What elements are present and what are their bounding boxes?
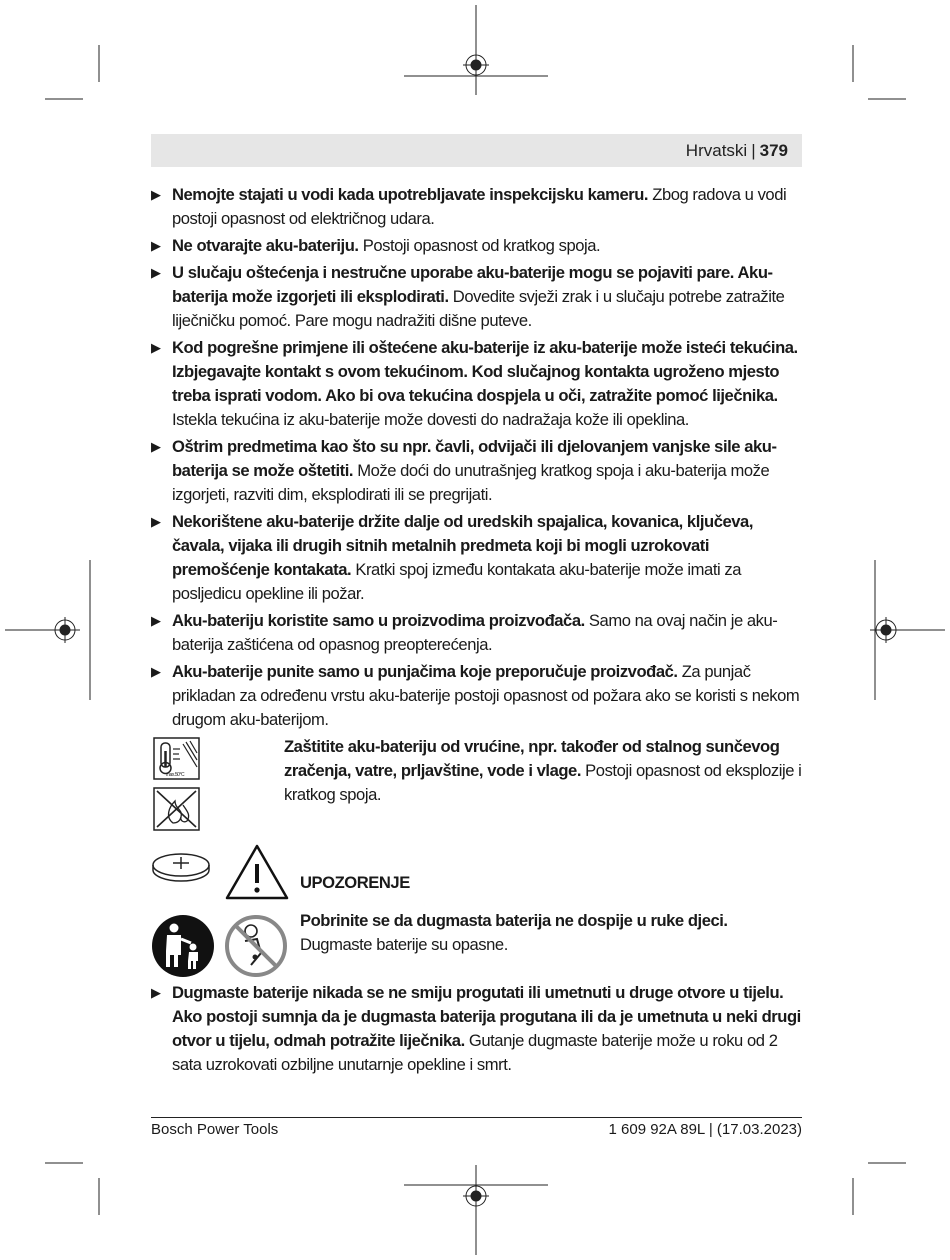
page-content <box>151 183 803 1080</box>
safety-item-bold: Aku-baterije punite samo u punjačima koje preporučuje proizvođač. <box>172 662 678 681</box>
bullet-icon: ▶ <box>151 238 161 253</box>
safety-item <box>151 183 803 231</box>
button-cell-warning-bold: Pobrinite se da dugmasta baterija ne dospije u ruke djeci. <box>300 911 728 930</box>
safety-item <box>151 336 803 432</box>
header-language: Hrvatski <box>685 141 748 160</box>
safety-item-bold: Dugmaste baterije nikada se ne smiju progutati ili umetnuti u druge otvore u tijelu. Ako postoji sumnja da je dugmasta baterija progutana ili da je umetnuta u neki drugi otvor u tijelu, odmah potražite liječnika. <box>172 983 801 1050</box>
safety-item-bold: Nemojte stajati u vodi kada upotrebljavate inspekcijsku kameru. <box>172 185 649 204</box>
header-separator: | <box>751 141 756 160</box>
bullet-icon: ▶ <box>151 265 161 280</box>
thermo-label: max.50°C <box>165 772 185 778</box>
safety-item <box>151 261 803 333</box>
bullet-icon: ▶ <box>151 439 161 454</box>
bullet-icon: ▶ <box>151 514 161 529</box>
bullet-icon: ▶ <box>151 187 161 202</box>
footer-brand: Bosch Power Tools <box>151 1121 279 1138</box>
safety-item-text: Dovedite svježi zrak i u slučaju potrebe zatražite liječničku pomoć. Pare mogu nadražiti dišne puteve. <box>172 287 785 330</box>
safety-item-text: Gutanje dugmaste baterije može u roku od 2 sata uzrokovati ozbiljne unutarnje opekline i smrt. <box>172 1031 778 1074</box>
bullet-icon: ▶ <box>151 340 161 355</box>
footer-document-id: 1 609 92A 89L | (17.03.2023) <box>608 1121 802 1138</box>
safety-item <box>151 981 803 1077</box>
safety-item-bold: Nekorištene aku-baterije držite dalje od uredskih spajalica, kovanica, ključeva, čavala, vijaka ili drugih sitnih metalnih predmeta koji bi mogli uzrokovati premošćenje kontakata. <box>172 512 753 579</box>
safety-item <box>151 510 803 606</box>
safety-item <box>151 609 803 657</box>
header-text <box>686 140 788 161</box>
heat-warning-normal: Postoji opasnost od eksplozije i kratkog spoja. <box>284 761 802 804</box>
safety-item <box>151 435 803 507</box>
heat-warning-bold: Zaštitite aku-bateriju od vrućine, npr. također od stalnog sunčevog zračenja, vatre, prljavštine, vode i vlage. <box>284 737 780 780</box>
safety-item-bold: Ne otvarajte aku-bateriju. <box>172 236 359 255</box>
safety-item-bold: Kod pogrešne primjene ili oštećene aku-baterije iz aku-baterije može isteći tekućina. Izbjegavajte kontakt s ovom tekućinom. Kod slučajnog kontakta ugroženo mjesto treba isprati vodom. Ako bi ova tekućina dospjela u oči, zatražite pomoć liječnika. <box>172 338 798 405</box>
safety-item <box>151 234 803 258</box>
heat-warning-icons <box>153 737 201 840</box>
bullet-icon: ▶ <box>151 613 161 628</box>
safety-item-text: Kratki spoj između kontakata aku-baterije može imati za posljedicu opekline ili požar. <box>172 560 742 603</box>
button-cell-warning-normal: Dugmaste baterije su opasne. <box>300 935 508 954</box>
heat-protection-icon <box>153 737 201 833</box>
bullet-icon: ▶ <box>151 985 161 1000</box>
safety-item-bold: Oštrim predmetima kao što su npr. čavli, odvijači ili djelovanjem vanjske sile aku-baterija se može oštetiti. <box>172 437 777 480</box>
heat-warning-text <box>284 735 803 807</box>
footer-divider <box>151 1117 802 1118</box>
keep-from-children-icon <box>152 915 214 977</box>
safety-item-text: Može doći do unutrašnjeg kratkog spoja i aku-baterija može izgorjeti, razviti dim, eksplodirati ili se pregrijati. <box>172 461 770 504</box>
safety-item-bold: U slučaju oštećenja i nestručne uporabe aku-baterije mogu se pojaviti pare. Aku-baterija može izgorjeti ili eksplodirati. <box>172 263 773 306</box>
page-header <box>151 134 802 167</box>
safety-item-text: Postoji opasnost od kratkog spoja. <box>358 236 601 255</box>
button-cell-warning-icons <box>151 843 296 981</box>
heat-warning-block <box>151 735 803 839</box>
safety-item-text: Istekla tekućina iz aku-baterije može dovesti do nadražaja kože ili opeklina. <box>172 410 689 429</box>
button-cell-warning-block <box>151 843 803 981</box>
button-cell-warning-text <box>300 909 803 957</box>
safety-item-bold: Aku-bateriju koristite samo u proizvodima proizvođača. <box>172 611 585 630</box>
page-number: 379 <box>759 141 788 160</box>
safety-item-text: Za punjač prikladan za određenu vrstu aku-baterije postoji opasnost od požara ako se koristi s nekom drugom aku-baterijom. <box>172 662 800 729</box>
safety-item-text: Samo na ovaj način je aku-baterija zaštićena od opasnog preopterećenja. <box>172 611 778 654</box>
safety-item-text: Zbog radova u vodi postoji opasnost od električnog udara. <box>172 185 787 228</box>
bullet-icon: ▶ <box>151 664 161 679</box>
safety-item <box>151 660 803 732</box>
warning-title: UPOZORENJE <box>300 873 410 892</box>
